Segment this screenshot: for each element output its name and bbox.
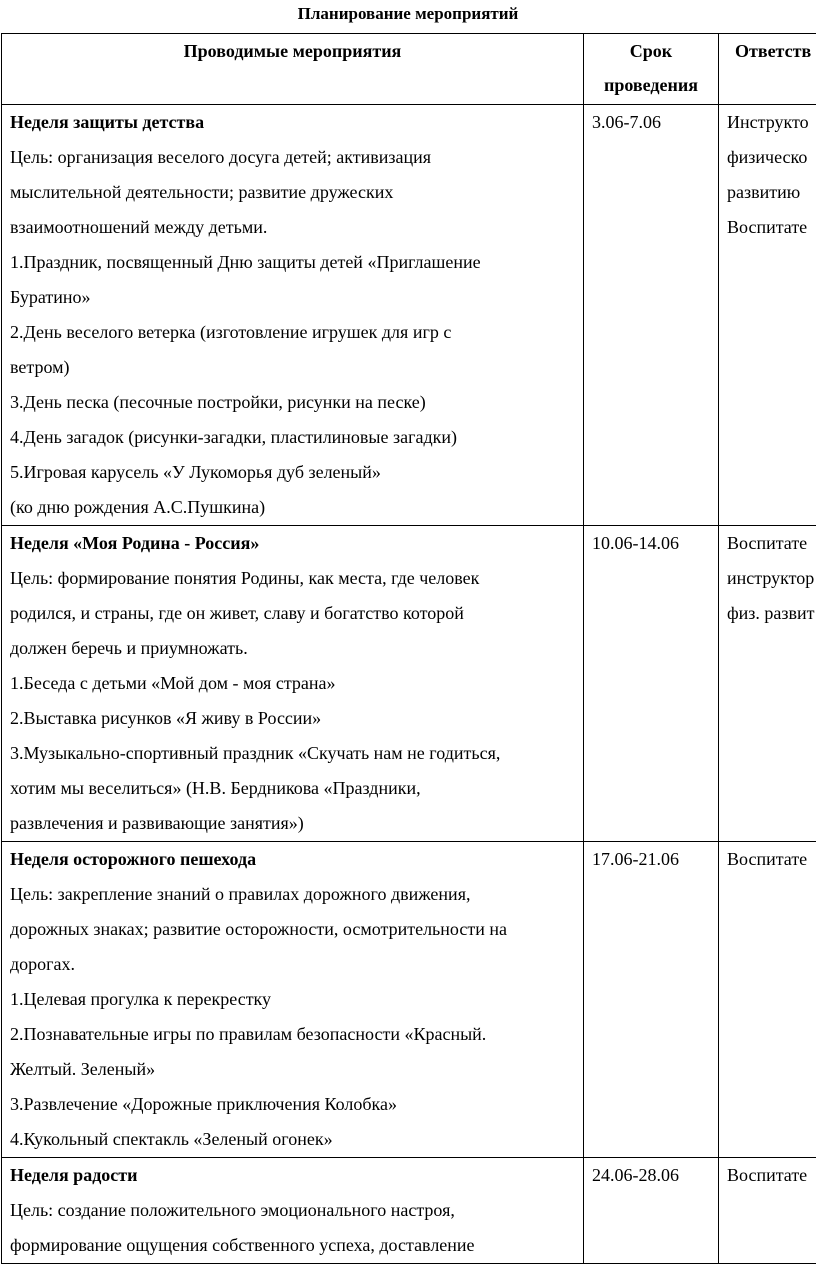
activity-cell bbox=[2, 526, 584, 842]
responsible-line: Воспитате bbox=[727, 217, 808, 237]
activity-line: развлечения и развивающие занятия») bbox=[10, 813, 304, 833]
responsible-cell bbox=[719, 1158, 816, 1264]
document-title: Планирование мероприятий bbox=[297, 4, 519, 23]
responsible-line: Воспитате bbox=[727, 849, 808, 869]
activity-line: 1.Праздник, посвященный Дню защиты детей «Приглашение bbox=[10, 252, 481, 272]
activity-line: 2.Выставка рисунков «Я живу в России» bbox=[10, 708, 322, 728]
activity-line: Желтый. Зеленый» bbox=[10, 1059, 156, 1079]
term-cell: 17.06-21.06 bbox=[584, 842, 719, 1158]
activity-cell bbox=[2, 842, 584, 1158]
activity-line: 5.Игровая карусель «У Лукоморья дуб зеленый» bbox=[10, 462, 381, 482]
activity-line: 4.День загадок (рисунки-загадки, пластилиновые загадки) bbox=[10, 427, 458, 447]
responsible-cell bbox=[719, 105, 816, 526]
table-body bbox=[2, 105, 816, 1264]
term-cell: 10.06-14.06 bbox=[584, 526, 719, 842]
activity-line: 1.Целевая прогулка к перекрестку bbox=[10, 989, 272, 1009]
activity-line: (ко дню рождения А.С.Пушкина) bbox=[10, 497, 266, 517]
activity-line: формирование ощущения собственного успеха, доставление bbox=[10, 1235, 475, 1255]
header-responsible: Ответств bbox=[719, 34, 816, 105]
table-row bbox=[2, 1158, 816, 1264]
activity-line: дорожных знаках; развитие осторожности, осмотрительности на bbox=[10, 919, 507, 939]
responsible-line: физ. развит bbox=[727, 603, 815, 623]
week-title: Неделя «Моя Родина - Россия» bbox=[10, 533, 260, 553]
responsible-cell bbox=[719, 526, 816, 842]
responsible-line: Воспитате bbox=[727, 1165, 808, 1185]
table-row bbox=[2, 105, 816, 526]
activity-line: взаимоотношений между детьми. bbox=[10, 217, 268, 237]
activity-cell bbox=[2, 1158, 584, 1264]
activity-line: Цель: закрепление знаний о правилах дорожного движения, bbox=[10, 884, 471, 904]
header-term: Срок проведения bbox=[584, 34, 719, 105]
activity-line: мыслительной деятельности; развитие дружеских bbox=[10, 182, 394, 202]
activity-line: 3.День песка (песочные постройки, рисунки на песке) bbox=[10, 392, 426, 412]
responsible-cell bbox=[719, 842, 816, 1158]
table-row bbox=[2, 842, 816, 1158]
activity-line: 4.Кукольный спектакль «Зеленый огонек» bbox=[10, 1129, 333, 1149]
responsible-line: Инструкто bbox=[727, 112, 809, 132]
responsible-line: Воспитате bbox=[727, 533, 808, 553]
activity-line: Цель: формирование понятия Родины, как места, где человек bbox=[10, 568, 480, 588]
header-activities: Проводимые мероприятия bbox=[2, 34, 584, 105]
activity-line: 3.Развлечение «Дорожные приключения Колобка» bbox=[10, 1094, 397, 1114]
term-cell: 24.06-28.06 bbox=[584, 1158, 719, 1264]
week-title: Неделя радости bbox=[10, 1165, 138, 1185]
activity-line: 1.Беседа с детьми «Мой дом - моя страна» bbox=[10, 673, 336, 693]
activity-cell bbox=[2, 105, 584, 526]
activity-line: 2.Познавательные игры по правилам безопасности «Красный. bbox=[10, 1024, 487, 1044]
table-row bbox=[2, 526, 816, 842]
responsible-line: физическо bbox=[727, 147, 808, 167]
plan-table bbox=[1, 33, 816, 1264]
activity-line: родился, и страны, где он живет, славу и богатство которой bbox=[10, 603, 464, 623]
activity-line: Буратино» bbox=[10, 287, 91, 307]
activity-line: Цель: создание положительного эмоционального настроя, bbox=[10, 1200, 455, 1220]
term-cell: 3.06-7.06 bbox=[584, 105, 719, 526]
week-title: Неделя осторожного пешехода bbox=[10, 849, 257, 869]
table-header-row bbox=[2, 34, 816, 105]
week-title: Неделя защиты детства bbox=[10, 112, 205, 132]
activity-line: должен беречь и приумножать. bbox=[10, 638, 248, 658]
responsible-line: инструктор bbox=[727, 568, 815, 588]
activity-line: 3.Музыкально-спортивный праздник «Скучать нам не годиться, bbox=[10, 743, 501, 763]
activity-line: ветром) bbox=[10, 357, 70, 377]
responsible-line: развитию bbox=[727, 182, 801, 202]
activity-line: Цель: организация веселого досуга детей; активизация bbox=[10, 147, 432, 167]
activity-line: хотим мы веселиться» (Н.В. Бердникова «Праздники, bbox=[10, 778, 421, 798]
activity-line: дорогах. bbox=[10, 954, 76, 974]
activity-line: 2.День веселого ветерка (изготовление игрушек для игр с bbox=[10, 322, 452, 342]
